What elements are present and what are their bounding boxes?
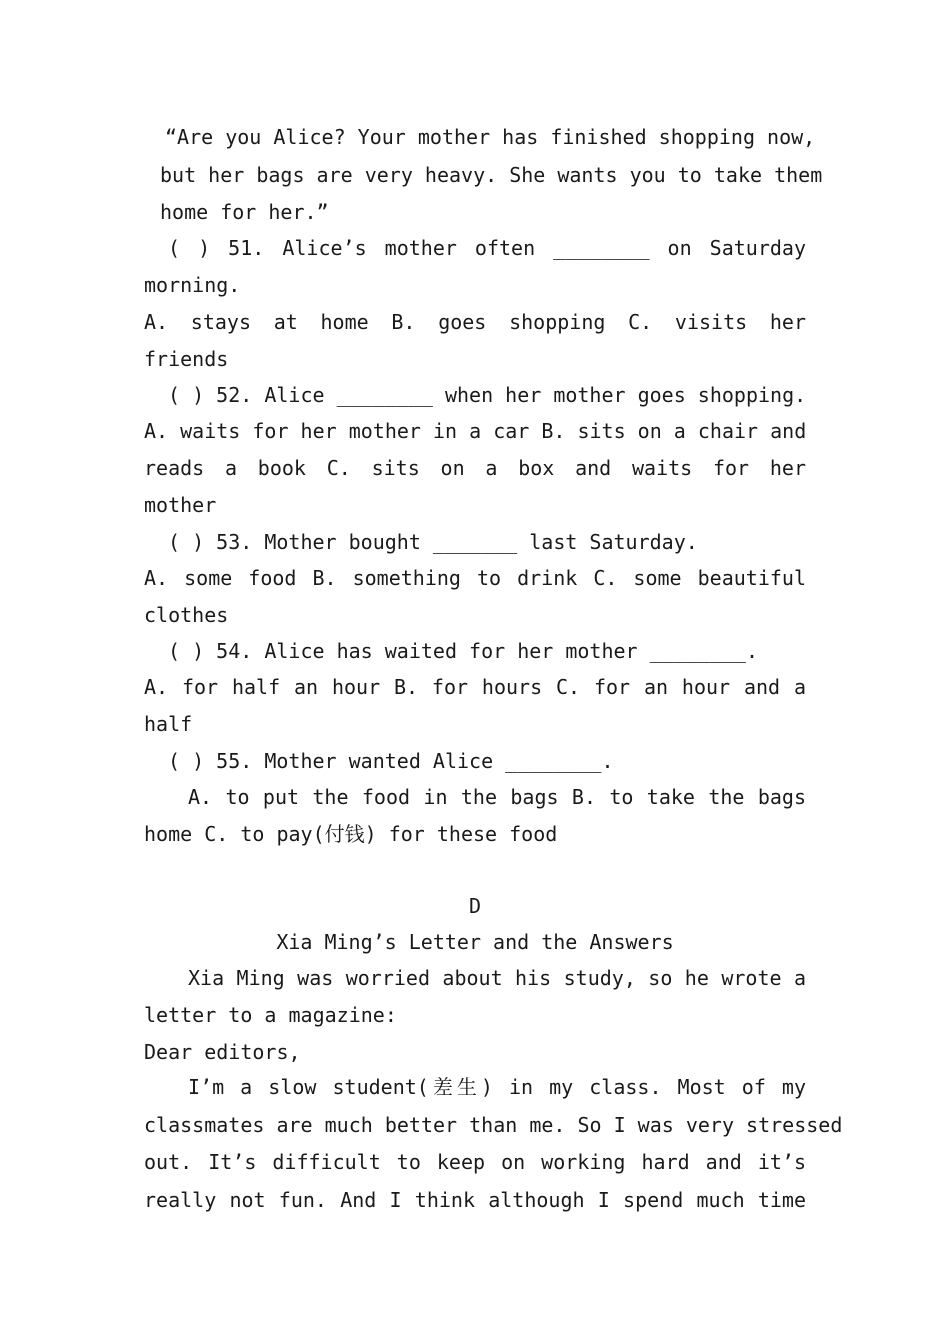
section-letter: D <box>468 894 482 918</box>
question-51: ( ) 51. Alice’s mother often ________ on Saturday <box>168 236 806 260</box>
question-line: morning. <box>144 273 241 297</box>
question-52: ( ) 52. Alice ________ when her mother goes shopping. <box>168 383 807 407</box>
passage-line: Xia Ming was worried about his study, so he wrote a <box>188 966 806 990</box>
section-title: Xia Ming’s Letter and the Answers <box>276 930 674 954</box>
options-line: reads a book C. sits on a box and waits for her <box>144 456 806 480</box>
options-line: home C. to pay(付钱) for these food <box>144 822 558 846</box>
options-55: A. to put the food in the bags B. to take the bags <box>188 785 806 809</box>
options-54: A. for half an hour B. for hours C. for an hour and a <box>144 675 806 699</box>
question-55: ( ) 55. Mother wanted Alice ________. <box>168 749 614 773</box>
letter-salutation: Dear editors, <box>144 1040 301 1064</box>
passage-line: “Are you Alice? Your mother has finished shopping now, <box>165 125 816 149</box>
question-53: ( ) 53. Mother bought _______ last Saturday. <box>168 530 698 554</box>
passage-line: but her bags are very heavy. She wants you to take them <box>160 163 823 187</box>
passage-line: out. It’s difficult to keep on working hard and it’s <box>144 1150 806 1174</box>
options-line: clothes <box>144 603 229 627</box>
passage-line: home for her.” <box>160 200 329 224</box>
options-line: mother <box>144 493 217 517</box>
options-line: friends <box>144 347 229 371</box>
question-54: ( ) 54. Alice has waited for her mother ________. <box>168 639 759 663</box>
options-53: A. some food B. something to drink C. some beautiful <box>144 566 806 590</box>
options-51: A. stays at home B. goes shopping C. visits her <box>144 310 806 334</box>
passage-line: I’m a slow student(差生) in my class. Most of my <box>188 1075 806 1099</box>
options-52: A. waits for her mother in a car B. sits on a chair and <box>144 419 807 443</box>
passage-line: letter to a magazine: <box>144 1003 397 1027</box>
passage-line: classmates are much better than me. So I was very stressed <box>144 1113 843 1137</box>
passage-line: really not fun. And I think although I spend much time <box>144 1188 806 1212</box>
options-line: half <box>144 712 193 736</box>
